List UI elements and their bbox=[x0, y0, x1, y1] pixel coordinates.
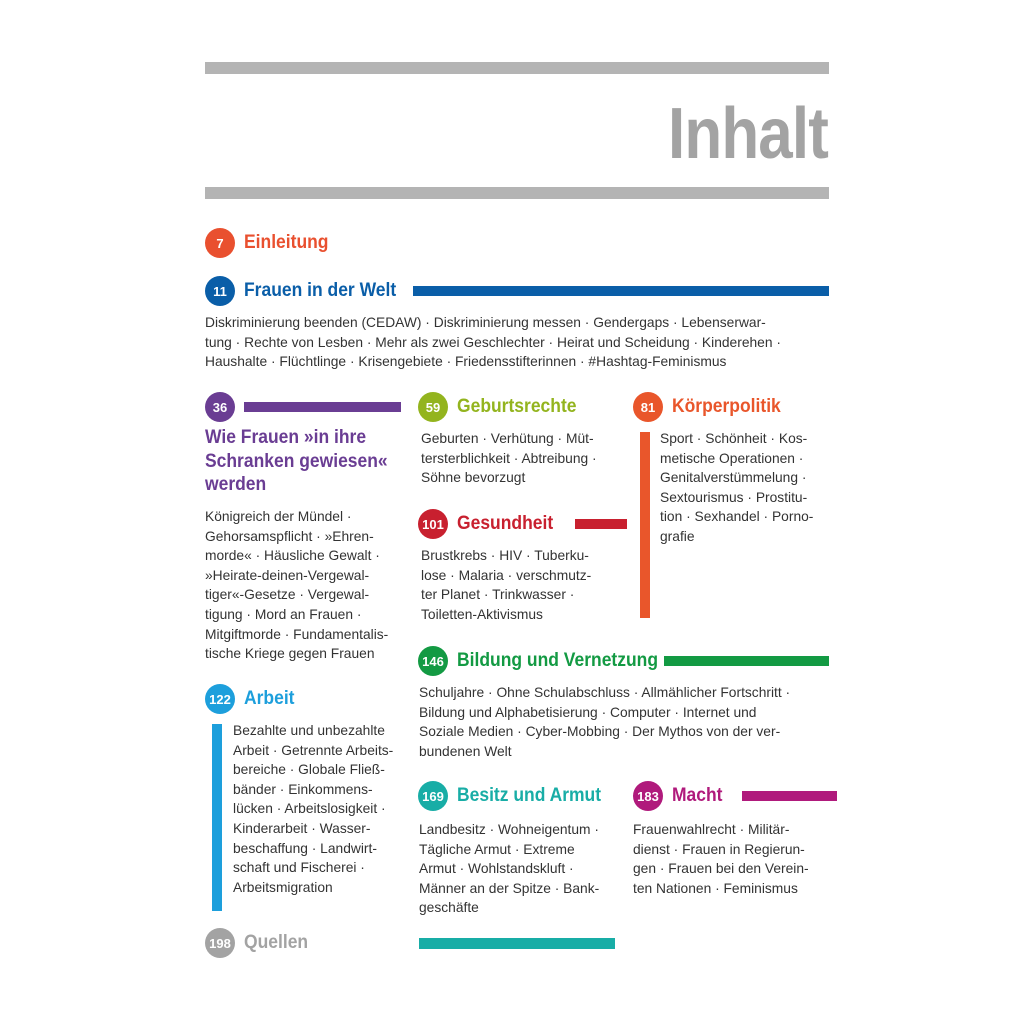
section-macht[interactable] bbox=[633, 781, 837, 811]
page-badge: 122 bbox=[205, 684, 235, 714]
text-line: Frauenwahlrecht · Militär- bbox=[633, 822, 790, 837]
text-line: gen · Frauen bei den Verein- bbox=[633, 861, 809, 877]
text-line: bereiche · Globale Fließ- bbox=[233, 762, 385, 778]
text-line: tische Kriege gegen Frauen bbox=[205, 646, 375, 662]
section-bildung-text bbox=[419, 683, 790, 761]
text-line: Sextourismus · Prostitu- bbox=[660, 489, 808, 505]
text-line: Landbesitz · Wohneigentum · bbox=[419, 822, 599, 837]
text-line: metische Operationen · bbox=[660, 450, 804, 466]
page-title: Inhalt bbox=[668, 94, 828, 174]
section-welt[interactable] bbox=[205, 276, 829, 306]
text-line: tersterblichkeit · Abtreibung · bbox=[421, 450, 597, 466]
text-line: Toiletten-Aktivismus bbox=[421, 606, 543, 622]
section-title: Bildung und Vernetzung bbox=[457, 650, 659, 671]
page-badge: 36 bbox=[205, 392, 235, 422]
section-title: Körperpolitik bbox=[672, 396, 781, 417]
text-line: bänder · Einkommens- bbox=[233, 781, 373, 797]
text-line: ten Nationen · Feminismus bbox=[633, 880, 798, 896]
text-line: Haushalte · Flüchtlinge · Krisengebiete · Friedensstifterinnen · #Hashtag-Feminismus bbox=[205, 354, 727, 370]
text-line: dienst · Frauen in Regierun- bbox=[633, 841, 805, 857]
text-line: Armut · Wohlstandskluft · bbox=[419, 861, 574, 877]
text-line: »Heirate-deinen-Vergewal- bbox=[205, 567, 370, 583]
page-badge: 198 bbox=[205, 928, 235, 958]
page-badge: 169 bbox=[418, 781, 448, 811]
section-besitz-text bbox=[419, 820, 599, 918]
section-quellen[interactable] bbox=[205, 928, 314, 958]
section-bar bbox=[575, 519, 627, 529]
page-badge: 101 bbox=[418, 509, 448, 539]
page-badge: 59 bbox=[418, 392, 448, 422]
section-bar bbox=[742, 791, 837, 801]
text-line: Bildung und Alphabetisierung · Computer · Internet und bbox=[419, 704, 757, 720]
page-badge: 7 bbox=[205, 228, 235, 258]
section-bar bbox=[419, 938, 615, 949]
section-besitz[interactable] bbox=[418, 781, 614, 811]
section-vertical-bar bbox=[640, 432, 650, 618]
top-rule bbox=[205, 62, 829, 74]
section-bildung[interactable] bbox=[418, 646, 675, 676]
section-title: Arbeit bbox=[244, 688, 295, 709]
text-line: grafie bbox=[660, 528, 695, 544]
text-line: tiger«-Gesetze · Vergewal- bbox=[205, 587, 370, 603]
text-line: Soziale Medien · Cyber-Mobbing · Der Mythos von der ver- bbox=[419, 724, 781, 740]
text-line: Männer an der Spitze · Bank- bbox=[419, 880, 600, 896]
text-line: Königreich der Mündel · bbox=[205, 509, 352, 524]
section-macht-text bbox=[633, 820, 809, 898]
text-line: Bezahlte und unbezahlte bbox=[233, 723, 385, 738]
text-line: Brustkrebs · HIV · Tuberku- bbox=[421, 548, 589, 563]
section-title bbox=[205, 426, 388, 497]
section-schranken[interactable] bbox=[205, 392, 401, 422]
title-line: werden bbox=[205, 474, 267, 495]
section-koerper[interactable] bbox=[633, 392, 790, 422]
page-badge: 81 bbox=[633, 392, 663, 422]
section-bar bbox=[664, 656, 829, 666]
page-badge: 183 bbox=[633, 781, 663, 811]
page-badge: 11 bbox=[205, 276, 235, 306]
text-line: Genitalverstümmelung · bbox=[660, 470, 807, 486]
section-koerper-text bbox=[660, 429, 813, 547]
text-line: Geburten · Verhütung · Müt- bbox=[421, 431, 594, 446]
section-geburt-text bbox=[421, 429, 597, 488]
text-line: Schuljahre · Ohne Schulabschluss · Allmählicher Fortschritt · bbox=[419, 685, 791, 700]
text-line: tigung · Mord an Frauen · bbox=[205, 606, 362, 622]
section-title: Quellen bbox=[244, 932, 309, 953]
text-line: lücken · Arbeitslosigkeit · bbox=[233, 801, 386, 817]
section-title: Gesundheit bbox=[457, 513, 554, 534]
text-line: ter Planet · Trinkwasser · bbox=[421, 587, 575, 603]
section-gesundheit[interactable] bbox=[418, 509, 627, 539]
text-line: geschäfte bbox=[419, 900, 479, 916]
text-line: Kinderarbeit · Wasser- bbox=[233, 820, 371, 836]
title-underline-rule bbox=[205, 187, 829, 199]
section-arbeit[interactable] bbox=[205, 684, 299, 714]
section-welt-text bbox=[205, 313, 781, 372]
text-line: tung · Rechte von Lesben · Mehr als zwei Geschlechter · Heirat und Scheidung · Kinderehen · bbox=[205, 334, 781, 350]
section-bar bbox=[244, 402, 401, 412]
section-bar bbox=[413, 286, 829, 296]
section-schranken-text bbox=[205, 507, 388, 664]
section-title: Macht bbox=[672, 785, 723, 806]
text-line: beschaffung · Landwirt- bbox=[233, 840, 377, 856]
text-line: Sport · Schönheit · Kos- bbox=[660, 431, 808, 446]
text-line: Mitgiftmorde · Fundamentalis- bbox=[205, 626, 389, 642]
section-vertical-bar bbox=[212, 724, 222, 911]
text-line: Diskriminierung beenden (CEDAW) · Diskriminierung messen · Gendergaps · Lebenserwar- bbox=[205, 315, 766, 330]
text-line: bundenen Welt bbox=[419, 743, 512, 759]
page-badge: 146 bbox=[418, 646, 448, 676]
text-line: schaft und Fischerei · bbox=[233, 860, 365, 876]
section-gesundheit-text bbox=[421, 546, 591, 624]
text-line: morde« · Häusliche Gewalt · bbox=[205, 548, 380, 564]
title-line: Wie Frauen »in ihre bbox=[205, 427, 367, 448]
section-title: Geburtsrechte bbox=[457, 396, 577, 417]
text-line: Arbeit · Getrennte Arbeits- bbox=[233, 742, 394, 758]
section-arbeit-text bbox=[233, 721, 393, 897]
text-line: Gehorsamspflicht · »Ehren- bbox=[205, 528, 374, 544]
section-geburt[interactable] bbox=[418, 392, 587, 422]
section-einleitung[interactable] bbox=[205, 228, 336, 258]
section-title: Frauen in der Welt bbox=[244, 280, 397, 301]
title-line: Schranken gewiesen« bbox=[205, 450, 388, 472]
text-line: lose · Malaria · verschmutz- bbox=[421, 567, 592, 583]
text-line: Arbeitsmigration bbox=[233, 879, 333, 895]
text-line: Söhne bevorzugt bbox=[421, 470, 526, 486]
text-line: Tägliche Armut · Extreme bbox=[419, 841, 575, 857]
section-title: Besitz und Armut bbox=[457, 785, 602, 806]
section-title: Einleitung bbox=[244, 232, 329, 253]
text-line: tion · Sexhandel · Porno- bbox=[660, 509, 814, 525]
